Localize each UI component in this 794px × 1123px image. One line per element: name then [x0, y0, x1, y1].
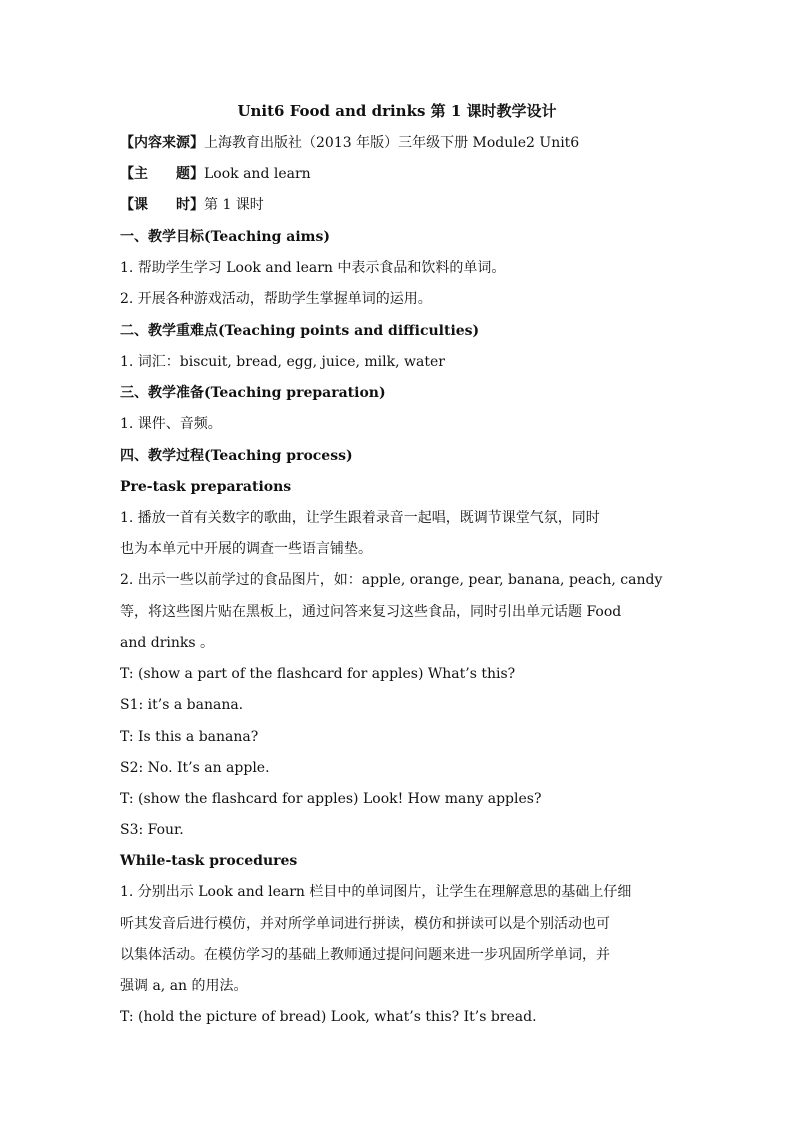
period-label-start: 【课	[120, 197, 148, 213]
dialogue-line: S2: No. It’s an apple.	[120, 760, 270, 776]
dialogue-line: T: (show the flashcard for apples) Look! How many apples?	[120, 791, 542, 807]
aims-item: 2. 开展各种游戏活动，帮助学生掌握单词的运用。	[120, 291, 432, 307]
section-heading-preparation: 三、教学准备(Teaching preparation)	[120, 385, 386, 401]
dialogue-line: T: (hold the picture of bread) Look, what’s this? It’s bread.	[120, 1009, 537, 1025]
section-heading-points: 二、教学重难点(Teaching points and difficulties)	[120, 323, 480, 339]
dialogue-line: T: (show a part of the flashcard for apples) What’s this?	[120, 666, 516, 682]
pre-task-line: 等，将这些图片贴在黑板上，通过问答来复习这些食品，同时引出单元话题 Food	[120, 604, 622, 620]
dialogue-line: T: Is this a banana?	[120, 729, 259, 745]
while-task-line: 以集体活动。在模仿学习的基础上教师通过提问问题来进一步巩固所学单词，并	[120, 947, 610, 963]
topic-label-end: 题】	[176, 166, 204, 182]
source-label: 【内容来源】	[120, 135, 204, 151]
while-task-line: 1. 分别出示 Look and learn 栏目中的单词图片，让学生在理解意思的基础上仔细	[120, 884, 632, 900]
while-task-heading: While-task procedures	[120, 853, 298, 869]
dialogue-line: S1: it’s a banana.	[120, 697, 244, 713]
pre-task-line: 1. 播放一首有关数字的歌曲，让学生跟着录音一起唱，既调节课堂气氛，同时	[120, 510, 600, 526]
meta-period	[120, 195, 264, 215]
meta-topic	[120, 164, 311, 184]
meta-source	[120, 133, 579, 153]
pre-task-line: 2. 出示一些以前学过的食品图片，如：apple, orange, pear, banana, peach, candy	[120, 572, 663, 588]
while-task-line: 强调 a, an 的用法。	[120, 978, 248, 994]
dialogue-line: S3: Four.	[120, 822, 184, 838]
period-value: 第 1 课时	[204, 197, 264, 213]
preparation-item: 1. 课件、音频。	[120, 416, 222, 432]
topic-label-start: 【主	[120, 166, 148, 182]
topic-value: Look and learn	[204, 166, 311, 182]
pre-task-heading: Pre-task preparations	[120, 479, 292, 495]
document-title: Unit6 Food and drinks 第 1 课时教学设计	[237, 102, 557, 120]
section-heading-aims: 一、教学目标(Teaching aims)	[120, 229, 330, 245]
aims-item: 1. 帮助学生学习 Look and learn 中表示食品和饮料的单词。	[120, 260, 506, 276]
period-label-end: 时】	[176, 197, 204, 213]
source-value: 上海教育出版社（2013 年版）三年级下册 Module2 Unit6	[204, 135, 580, 151]
section-heading-process: 四、教学过程(Teaching process)	[120, 448, 353, 464]
points-item: 1. 词汇：biscuit, bread, egg, juice, milk, water	[120, 354, 445, 370]
pre-task-line: and drinks 。	[120, 635, 215, 651]
pre-task-line: 也为本单元中开展的调查一些语言铺垫。	[120, 541, 372, 557]
while-task-line: 听其发音后进行模仿，并对所学单词进行拼读，模仿和拼读可以是个别活动也可	[120, 916, 610, 932]
